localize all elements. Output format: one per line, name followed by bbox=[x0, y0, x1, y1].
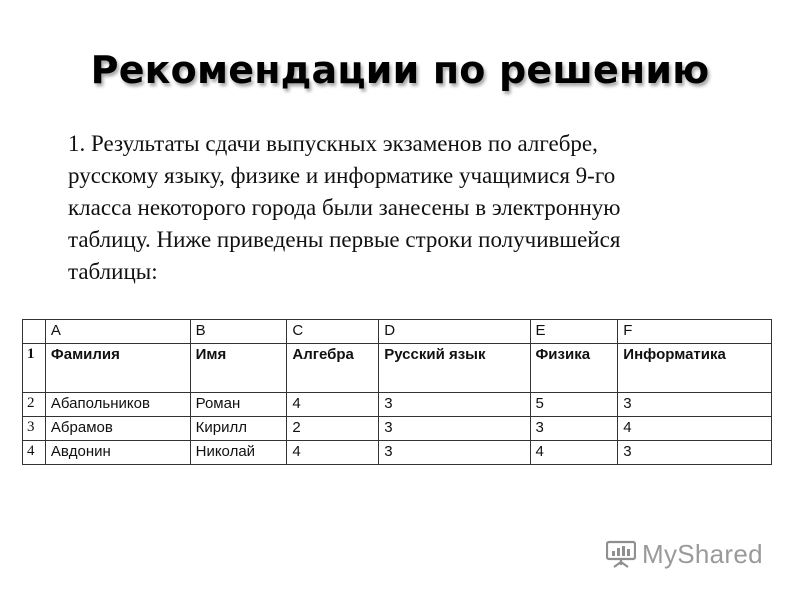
table-cell: Абапольников bbox=[45, 393, 190, 417]
header-cell-algebra: Алгебра bbox=[287, 344, 379, 393]
column-letter: F bbox=[618, 320, 772, 344]
row-number: 4 bbox=[23, 441, 46, 465]
header-cell-informatics: Информатика bbox=[618, 344, 772, 393]
column-letter: A bbox=[45, 320, 190, 344]
table-cell: 4 bbox=[530, 441, 618, 465]
table-cell: Кирилл bbox=[190, 417, 287, 441]
column-letter: D bbox=[379, 320, 530, 344]
myshared-logo-icon bbox=[606, 539, 636, 569]
table-row bbox=[23, 417, 772, 441]
table-cell: Абрамов bbox=[45, 417, 190, 441]
table-header-row bbox=[23, 344, 772, 393]
table-cell: Авдонин bbox=[45, 441, 190, 465]
table-cell: 3 bbox=[379, 441, 530, 465]
column-letter: B bbox=[190, 320, 287, 344]
table-cell: 2 bbox=[287, 417, 379, 441]
row-number: 2 bbox=[23, 393, 46, 417]
header-cell-russian: Русский язык bbox=[379, 344, 530, 393]
table-cell: 3 bbox=[379, 417, 530, 441]
table-cell: 4 bbox=[618, 417, 772, 441]
column-header-row bbox=[23, 320, 772, 344]
row-number: 1 bbox=[23, 344, 46, 393]
header-cell-physics: Физика bbox=[530, 344, 618, 393]
table-cell: 4 bbox=[287, 393, 379, 417]
corner-cell bbox=[23, 320, 46, 344]
table-cell: 4 bbox=[287, 441, 379, 465]
table-row bbox=[23, 393, 772, 417]
slide-title: Рекомендации по решению bbox=[90, 48, 710, 92]
header-cell-name: Имя bbox=[190, 344, 287, 393]
table-cell: 3 bbox=[618, 393, 772, 417]
header-cell-surname: Фамилия bbox=[45, 344, 190, 393]
problem-text: 1. Результаты сдачи выпускных экзаменов по алгебре, русскому языку, физике и информатике учащимися 9-го класса некоторого города были занесены в электронную таблицу. Ниже приведены первые строки получившейся таблицы: bbox=[68, 131, 621, 284]
table-cell: Николай bbox=[190, 441, 287, 465]
table-row bbox=[23, 441, 772, 465]
table-cell: 3 bbox=[618, 441, 772, 465]
spreadsheet-table bbox=[22, 319, 772, 465]
watermark-text: MyShared bbox=[642, 538, 763, 569]
column-letter: C bbox=[287, 320, 379, 344]
table-cell: 5 bbox=[530, 393, 618, 417]
table-cell: Роман bbox=[190, 393, 287, 417]
myshared-watermark bbox=[606, 538, 763, 570]
column-letter: E bbox=[530, 320, 618, 344]
table-cell: 3 bbox=[530, 417, 618, 441]
table-cell: 3 bbox=[379, 393, 530, 417]
row-number: 3 bbox=[23, 417, 46, 441]
